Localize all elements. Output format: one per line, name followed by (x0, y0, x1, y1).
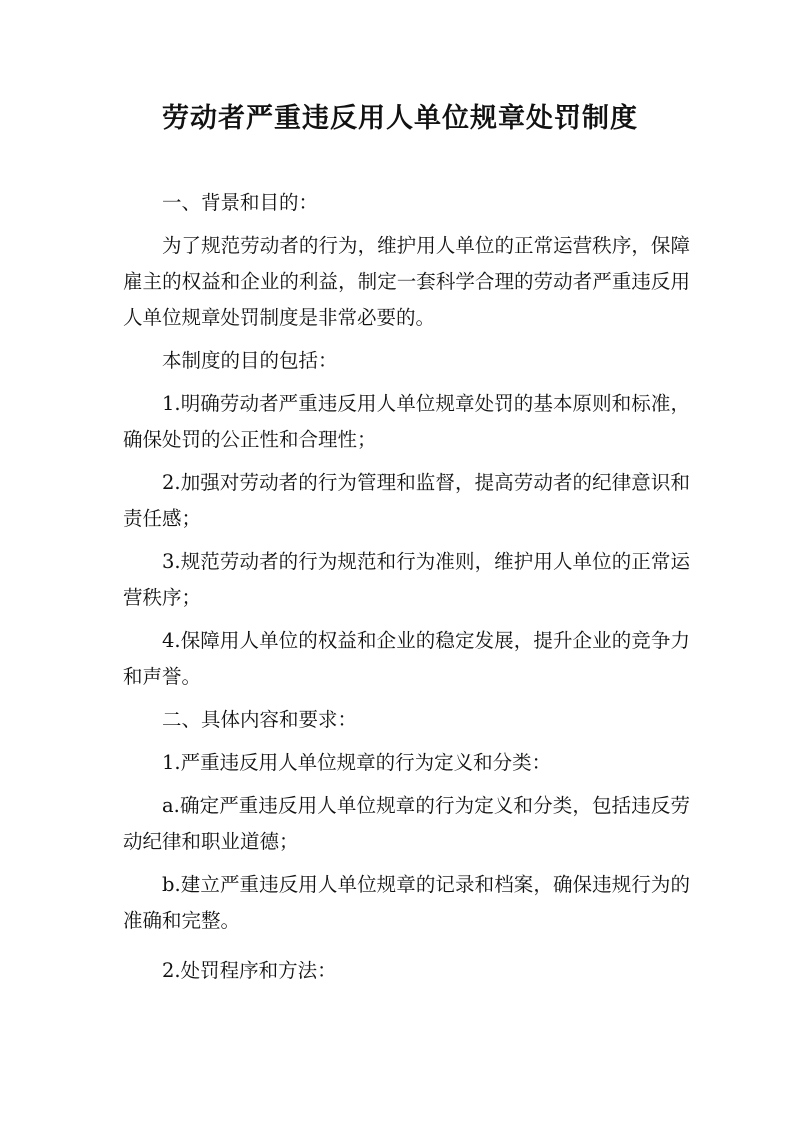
list-item: a.确定严重违反用人单位规章的行为定义和分类，包括违反劳动纪律和职业道德； (123, 794, 690, 853)
paragraph: 为了规范劳动者的行为，维护用人单位的正常运营秩序，保障雇主的权益和企业的利益，制定一套科学合理的劳动者严重违反用人单位规章处罚制度是非常必要的。 (123, 234, 690, 329)
section-heading: 二、具体内容和要求： (162, 708, 358, 731)
document-body (123, 185, 690, 996)
document-title: 劳动者严重违反用人单位规章处罚制度 (162, 103, 638, 134)
list-item: 1.明确劳动者严重违反用人单位规章处罚的基本原则和标准，确保处罚的公正性和合理性； (123, 392, 690, 451)
list-item: b.建立严重违反用人单位规章的记录和档案，确保违规行为的准确和完整。 (123, 873, 690, 932)
list-item: 2.处罚程序和方法： (162, 959, 337, 982)
list-item: 3.规范劳动者的行为规范和行为准则，维护用人单位的正常运营秩序； (123, 550, 690, 609)
list-item: 2.加强对劳动者的行为管理和监督，提高劳动者的纪律意识和责任感； (123, 471, 690, 530)
list-item: 4.保障用人单位的权益和企业的稳定发展，提升企业的竞争力和声誉。 (123, 629, 690, 688)
list-item: 1.严重违反用人单位规章的行为定义和分类： (162, 751, 552, 774)
section-heading: 一、背景和目的： (162, 191, 319, 214)
paragraph: 本制度的目的包括： (162, 349, 338, 372)
